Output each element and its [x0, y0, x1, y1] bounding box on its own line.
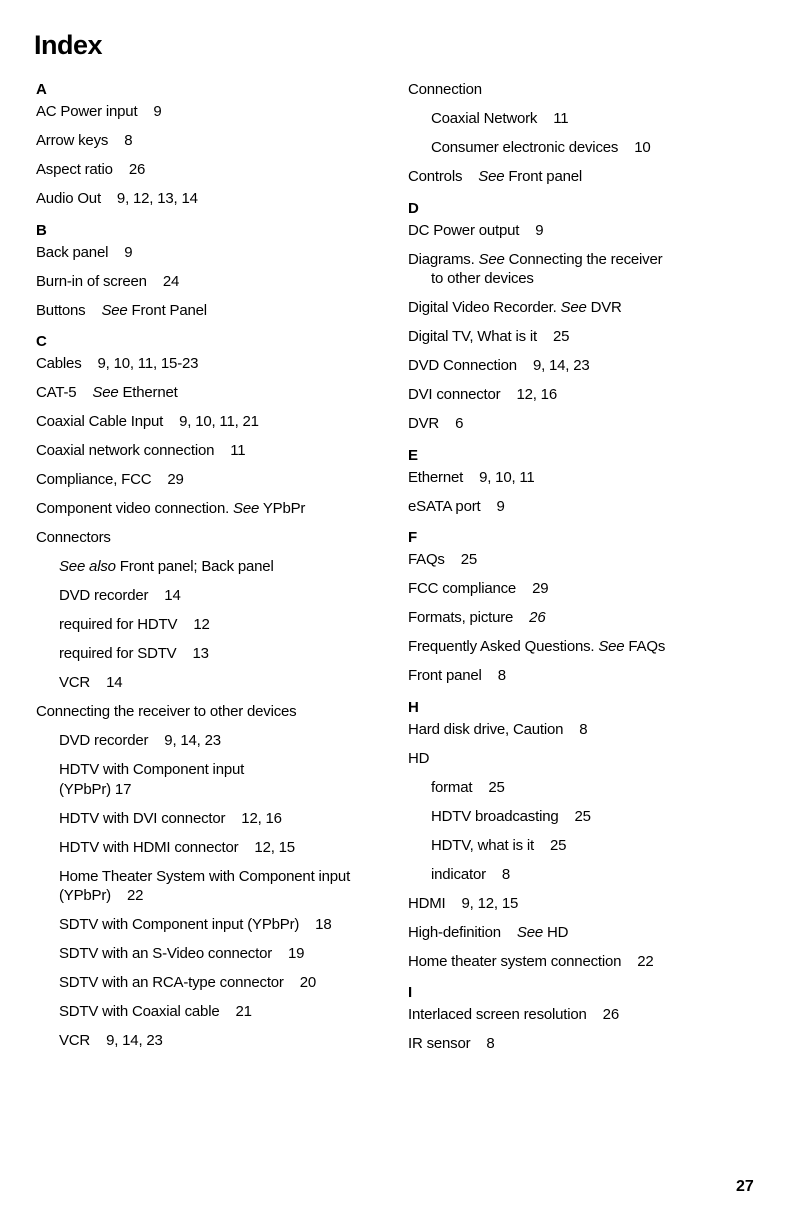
index-right-column [408, 78, 768, 1063]
index-entry: CAT-5 See Ethernet [36, 384, 178, 401]
index-entry: Connection [408, 81, 482, 98]
index-entry: FCC compliance 29 [408, 580, 549, 597]
index-subentry: format 25 [431, 778, 505, 796]
page-number: 27 [736, 1178, 754, 1195]
section-letter-d: D [408, 199, 419, 217]
index-subentry: required for SDTV 13 [59, 645, 209, 662]
index-entry: Digital Video Recorder. See DVR [408, 299, 622, 316]
index-entry: Compliance, FCC 29 [36, 471, 184, 488]
section-letter-h: H [408, 698, 419, 716]
index-entry: Buttons See Front Panel [36, 301, 207, 319]
index-entry: Connectors [36, 529, 111, 546]
index-entry: Aspect ratio 26 [36, 161, 146, 178]
index-entry: Burn-in of screen 24 [36, 272, 180, 290]
section-letter-b: B [36, 221, 47, 239]
index-subentry: HDTV, what is it 25 [431, 836, 567, 854]
index-entry: Coaxial Cable Input 9, 10, 11, 21 [36, 413, 259, 430]
index-subentry: SDTV with Coaxial cable 21 [59, 1003, 252, 1020]
index-entry: FAQs 25 [408, 551, 478, 568]
index-subentry: required for HDTV 12 [59, 616, 210, 633]
index-subentry: Coaxial Network 11 [431, 110, 569, 127]
index-subentry: SDTV with Component input (YPbPr) 18 [59, 916, 332, 933]
index-subentry: indicator 8 [431, 865, 511, 883]
index-subentry: VCR 14 [59, 674, 123, 691]
index-entry: Hard disk drive, Caution 8 [408, 720, 588, 738]
section-letter-e: E [408, 446, 419, 464]
index-entry: Connecting the receiver to other devices [36, 703, 297, 720]
index-entry: DC Power output 9 [408, 221, 544, 239]
page-title: Index [34, 30, 103, 60]
index-entry: HDMI 9, 12, 15 [408, 894, 519, 912]
section-letter-c: C [36, 333, 47, 350]
index-entry: IR sensor 8 [408, 1035, 495, 1052]
section-letter-a: A [36, 81, 47, 98]
index-entry: High-definition See HD [408, 923, 569, 941]
index-subentry: Home Theater System with Component input (YPbPr) 22 [59, 867, 351, 904]
index-entry: DVD Connection 9, 14, 23 [408, 357, 590, 374]
index-subentry: Consumer electronic devices 10 [431, 139, 651, 156]
index-entry: Component video connection. See YPbPr [36, 500, 306, 517]
index-entry: Home theater system connection 22 [408, 952, 654, 970]
index-entry: Coaxial network connection 11 [36, 442, 246, 459]
index-entry: Ethernet 9, 10, 11 [408, 468, 535, 486]
section-letter-f: F [408, 529, 418, 546]
index-subentry: VCR 9, 14, 23 [59, 1032, 163, 1049]
index-entry: eSATA port 9 [408, 497, 505, 515]
index-entry: Audio Out 9, 12, 13, 14 [36, 190, 198, 207]
index-entry: Back panel 9 [36, 243, 133, 261]
index-entry: Formats, picture 26 [408, 609, 546, 626]
index-subentry: DVD recorder 9, 14, 23 [59, 732, 221, 749]
index-entry: HD [408, 749, 430, 767]
section-letter-i: I [408, 984, 413, 1001]
index-entry: Arrow keys 8 [36, 132, 133, 149]
index-subentry: HDTV with DVI connector 12, 16 [59, 809, 282, 827]
index-entry: Interlaced screen resolution 26 [408, 1006, 619, 1023]
index-subentry: SDTV with an RCA-type connector 20 [59, 974, 317, 991]
index-entry: AC Power input 9 [36, 103, 162, 120]
index-entry: Controls See Front panel [408, 168, 583, 185]
index-subentry: SDTV with an S-Video connector 19 [59, 945, 305, 962]
index-subentry: See also Front panel; Back panel [59, 558, 274, 575]
index-entry: DVI connector 12, 16 [408, 386, 557, 403]
index-subentry: HDTV broadcasting 25 [431, 807, 591, 825]
index-entry: Cables 9, 10, 11, 15-23 [36, 355, 199, 372]
index-entry: Diagrams. See Connecting the receiver to other devices [408, 250, 663, 287]
index-entry: DVR 6 [408, 415, 464, 432]
index-subentry: HDTV with HDMI connector 12, 15 [59, 838, 295, 856]
index-entry: Digital TV, What is it 25 [408, 328, 570, 345]
index-subentry: DVD recorder 14 [59, 587, 181, 604]
index-subentry: HDTV with Component input (YPbPr) 17 [59, 761, 245, 798]
index-left-column [36, 78, 396, 1060]
index-entry: Front panel 8 [408, 667, 506, 684]
index-entry: Frequently Asked Questions. See FAQs [408, 638, 666, 655]
